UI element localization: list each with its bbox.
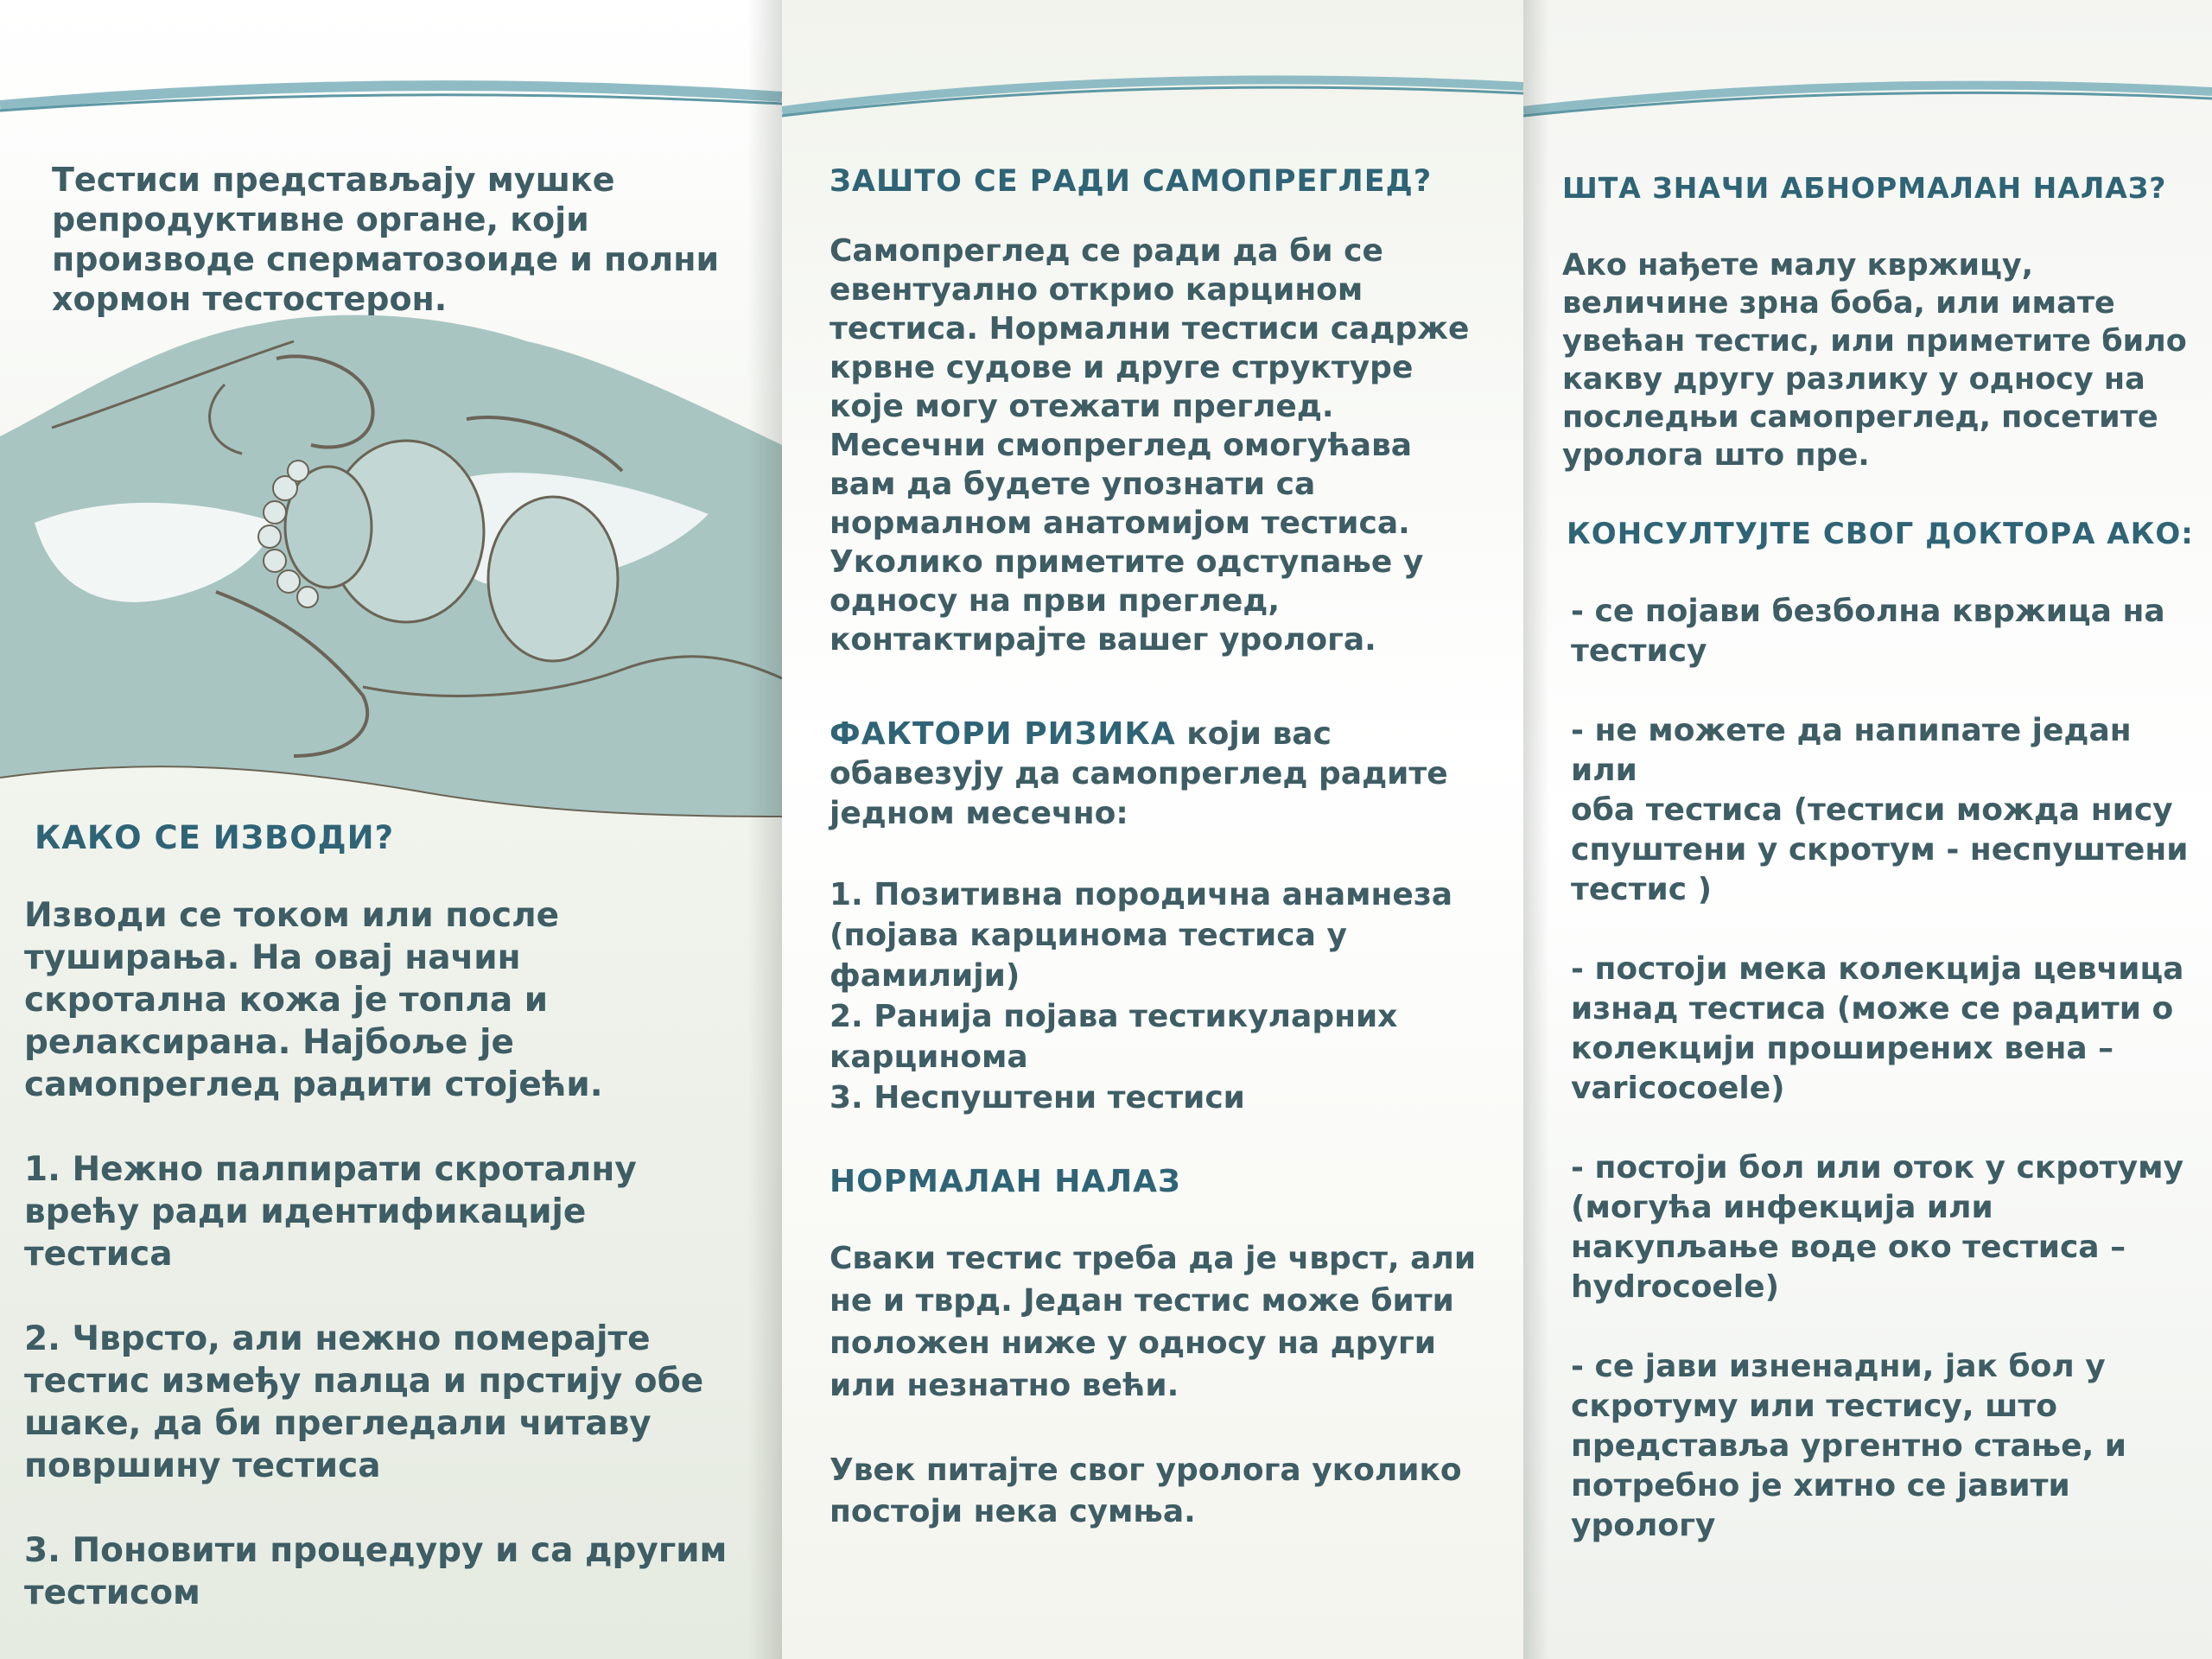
how-heading: КАКО СЕ ИЗВОДИ? bbox=[35, 819, 395, 856]
normal-heading: НОРМАЛАН НАЛАЗ bbox=[830, 1164, 1181, 1199]
why-body: Самопреглед се ради да би се евентуално открио карцином тестиса. Нормални тестиси садрже крвне судове и друге структуре које могу отежати преглед. Месечни смопреглед омогућава вам да будете упознати са нормалном анатомијом тестиса. Уколико приметите одступање у односу на први преглед, контактирајте вашег уролога. bbox=[830, 233, 1470, 658]
panel-right bbox=[1523, 0, 2212, 1659]
why-heading: ЗАШТО СЕ РАДИ САМОПРЕГЛЕД? bbox=[830, 164, 1433, 199]
normal-body: Сваки тестис треба да је чврст, али не и тврд. Један тестис може бити положен ниже у односу на други или незнатно већи. bbox=[830, 1241, 1477, 1403]
risk-list: 1. Позитивна породична анамнеза (појава карцинома тестиса у фамилији) 2. Ранија појава тестикуларних карцинома 3. Неспуштени тестиси bbox=[830, 877, 1453, 1116]
panel-middle bbox=[782, 0, 1523, 1659]
wave-divider bbox=[1523, 78, 2212, 130]
intro-text: Тестиси представљају мушке репродуктивне органе, који производе сперматозоиде и полни хормон тестостерон. bbox=[52, 161, 720, 318]
consult-heading: КОНСУЛТУЈТЕ СВОГ ДОКТОРА АКО: bbox=[1567, 517, 2194, 551]
abnormal-body: Ако нађете малу квржицу, величине зрна боба, или имате увећан тестис, или приметите било какву другу разлику у односу на последњи самопреглед, посетите уролога што пре. bbox=[1562, 248, 2187, 473]
fold-shadow bbox=[1523, 0, 1549, 1659]
ask-urologist-text: Увек питајте свог уролога уколико постоји нека сумња. bbox=[830, 1452, 1462, 1529]
wave-divider bbox=[782, 69, 1523, 121]
risk-heading: ФАКТОРИ РИЗИКА bbox=[830, 716, 1176, 752]
wave-divider bbox=[0, 78, 782, 130]
panel-left bbox=[0, 0, 782, 1659]
fold-shadow bbox=[747, 0, 782, 1659]
how-body: Изводи се током или после туширања. На овај начин скротална кожа је топла и релаксирана. Најбоље је самопреглед радити стојећи. 1. Нежно палпирати скроталну врећу ради идентификације тестиса 2. Чврсто, али нежно померајте тестис између палца и прстију обе шаке, да би прегледали читаву површину тестиса 3. Поновити процедуру и са другим тестисом bbox=[24, 896, 728, 1612]
risk-text: који вас обавезују да самопреглед радите једном месечно: bbox=[830, 716, 1448, 831]
hands-illustration bbox=[0, 307, 782, 825]
consult-list: - се појави безболна квржица на тестису - не можете да напипате један или оба тестиса (тестиси можда нису спуштени у скротум - неспуштени тестис ) - постоји мека колекција цевчица изнад тестиса (може се радити о колекцији проширених вена – varicocoele) - постоји бол или оток у скротуму (могућа инфекција или накупљање воде око тестиса – hydrocoele) - се јави изненадни, јак бол у скротуму или тестису, што представља ургентно стање, и потребно је хитно се јавити урологу bbox=[1571, 594, 2189, 1543]
abnormal-heading: ШТА ЗНАЧИ АБНОРМАЛАН НАЛАЗ? bbox=[1562, 171, 2167, 205]
risk-paragraph bbox=[830, 715, 1512, 834]
